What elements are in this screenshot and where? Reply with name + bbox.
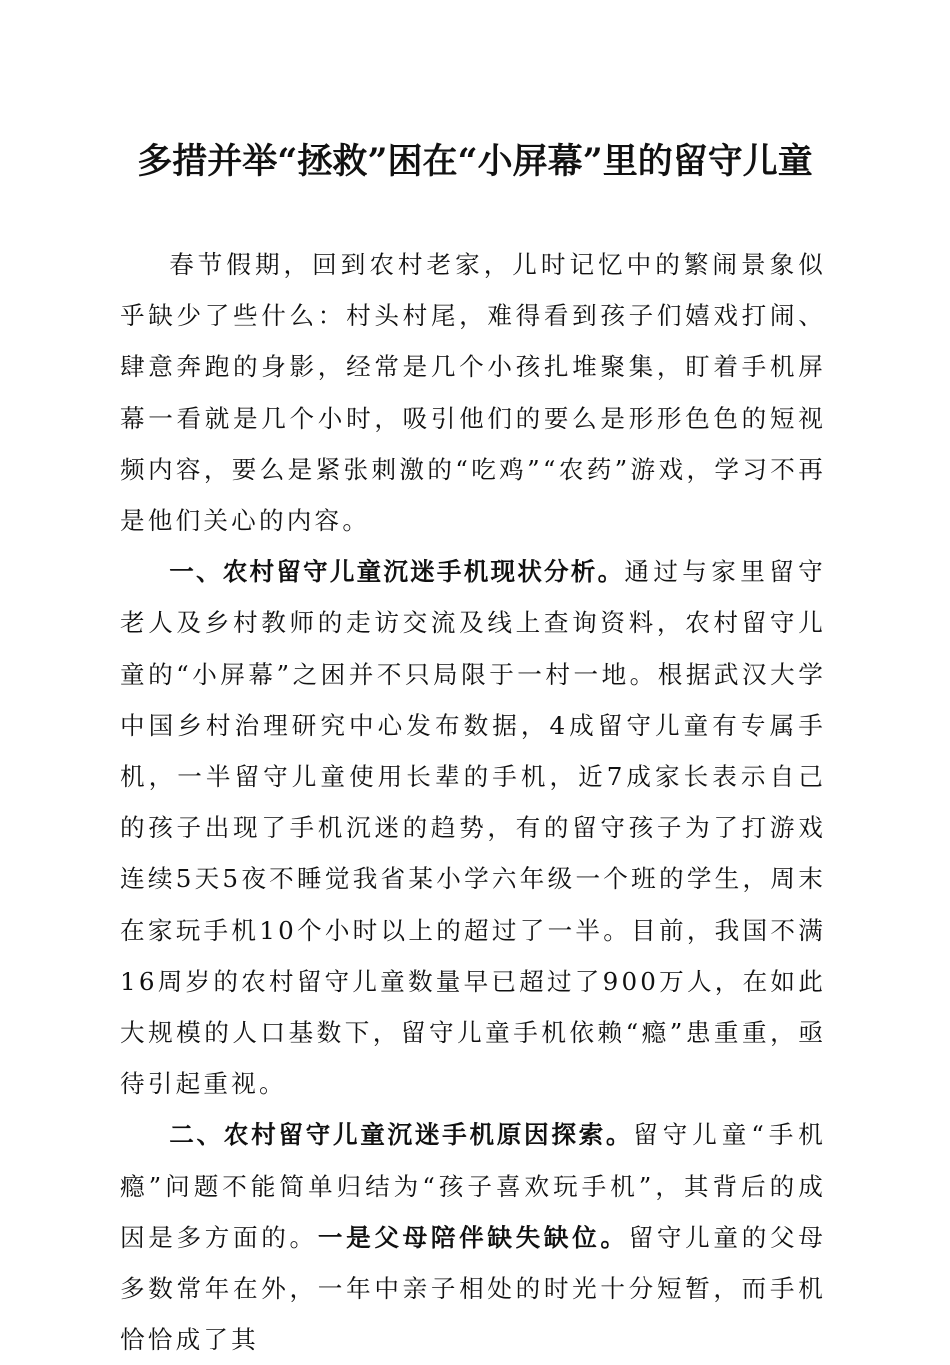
paragraph-intro	[120, 239, 826, 546]
document-title: 多措并举“拯救”困在“小屏幕”里的留守儿童	[137, 141, 813, 182]
section-2-emphasis: 一是父母陪伴缺失缺位。	[317, 1222, 629, 1252]
section-2-text-a: 留守儿童“手机瘾”问题不能简单归结为“孩子喜欢玩手机”，其背后的成因是多方面的。	[120, 1120, 826, 1252]
section-2-text-b: 留守儿童的父母多数常年在外，一年中亲子相处的时光十分短暂，而手机恰恰成了其	[120, 1222, 826, 1355]
paragraph-section-2	[120, 1109, 826, 1365]
section-2-heading: 二、农村留守儿童沉迷手机原因探索。	[169, 1120, 634, 1150]
paragraph-intro-text: 春节假期，回到农村老家，儿时记忆中的繁闹景象似乎缺少了些什么：村头村尾，难得看到孩子们嬉戏打闹、肆意奔跑的身影，经常是几个小孩扎堆聚集，盯着手机屏幕一看就是几个小时，吸引他们的要么是形形色色的短视频内容，要么是紧张刺激的“吃鸡”“农药”游戏，学习不再是他们关心的内容。	[120, 250, 826, 536]
section-1-text: 通过与家里留守老人及乡村教师的走访交流及线上查询资料，农村留守儿童的“小屏幕”之困并不只局限于一村一地。根据武汉大学中国乡村治理研究中心发布数据，4成留守儿童有专属手机，一半留守儿童使用长辈的手机，近7成家长表示自己的孩子出现了手机沉迷的趋势，有的留守孩子为了打游戏连续5天5夜不睡觉我省某小学六年级一个班的学生，周末在家玩手机10个小时以上的超过了一半。目前，我国不满16周岁的农村留守儿童数量早已超过了900万人，在如此大规模的人口基数下，留守儿童手机依赖“瘾”患重重，亟待引起重视。	[120, 557, 826, 1099]
document-body	[120, 239, 826, 1365]
paragraph-section-1	[120, 546, 826, 1109]
section-1-heading: 一、农村留守儿童沉迷手机现状分析。	[169, 557, 625, 587]
